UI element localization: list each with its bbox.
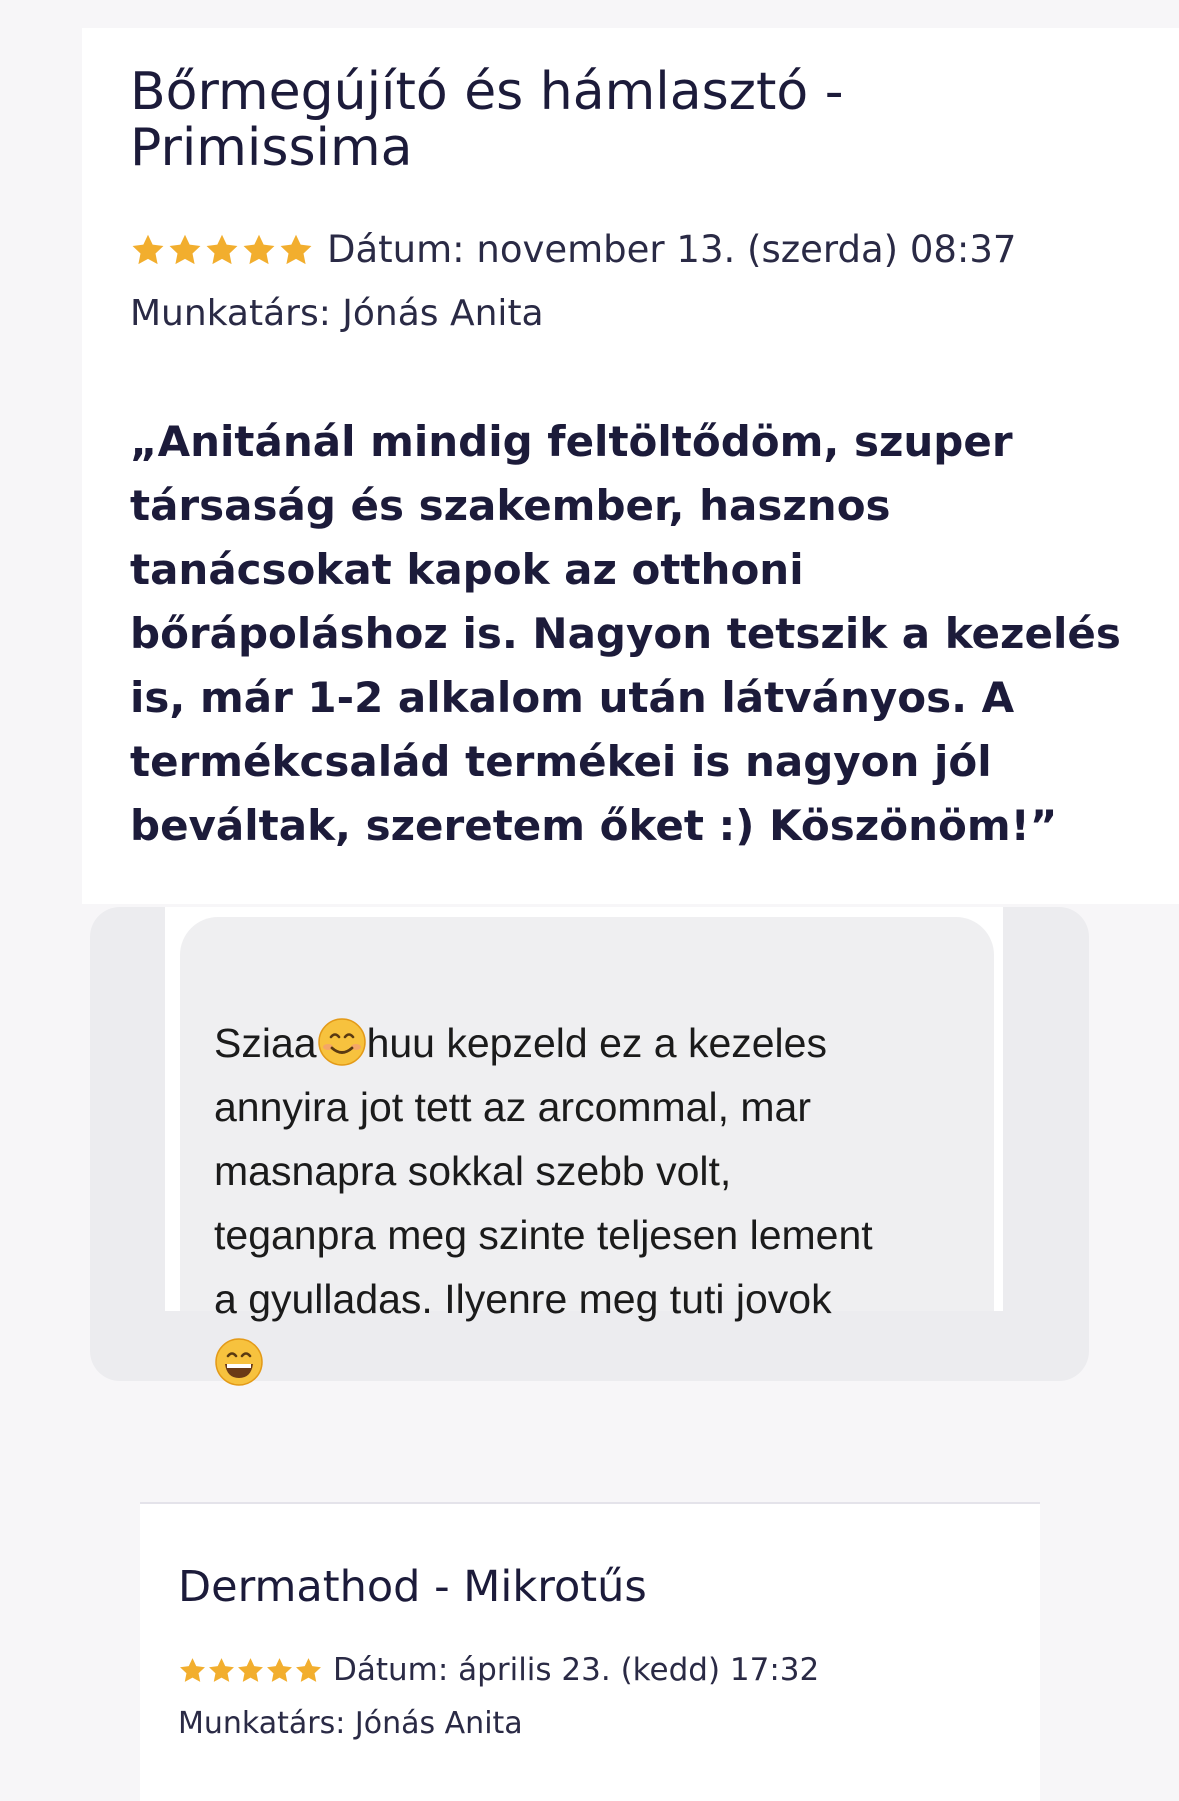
star-icon — [204, 232, 240, 268]
star-icon — [294, 1656, 323, 1685]
review-title: Dermathod - Mikrotűs — [178, 1562, 647, 1612]
star-icon — [265, 1656, 294, 1685]
review-staff: Munkatárs: Jónás Anita — [130, 293, 544, 334]
star-rating — [130, 232, 315, 268]
star-icon — [278, 232, 314, 268]
star-icon — [207, 1656, 236, 1685]
review-title: Bőrmegújító és hámlasztó - Primissima — [130, 62, 844, 178]
star-icon — [130, 232, 166, 268]
review-meta — [178, 1652, 819, 1688]
review-staff: Munkatárs: Jónás Anita — [178, 1706, 523, 1741]
star-icon — [236, 1656, 265, 1685]
message-text — [214, 947, 994, 1395]
review-date: Dátum: április 23. (kedd) 17:32 — [333, 1652, 820, 1688]
message-part-1: Sziaa — [214, 1020, 317, 1066]
review-meta — [130, 228, 1016, 271]
star-icon — [241, 232, 277, 268]
review-quote: „Anitánál mindig feltöltődöm, szuper társaság és szakember, hasznos tanácsokat kapok az otthoni bőrápoláshoz is. Nagyon tetszik a kezelés is, már 1-2 alkalom után látványos. A termékcsalád termékei is nagyon jól beváltak, szeretem őket :) Köszönöm!” — [130, 417, 1121, 850]
grinning-face-icon — [214, 1337, 264, 1387]
smiling-face-icon — [317, 1017, 367, 1067]
star-icon — [178, 1656, 207, 1685]
star-icon — [167, 232, 203, 268]
review-date: Dátum: november 13. (szerda) 08:37 — [327, 228, 1017, 271]
message-part-2: huu kepzeld ez a kezeles annyira jot tett az arcommal, mar masnapra sokkal szebb volt, teganpra meg szinte teljesen lement a gyulladas. Ilyenre meg tuti jovok — [214, 1020, 873, 1322]
star-rating — [178, 1656, 323, 1685]
